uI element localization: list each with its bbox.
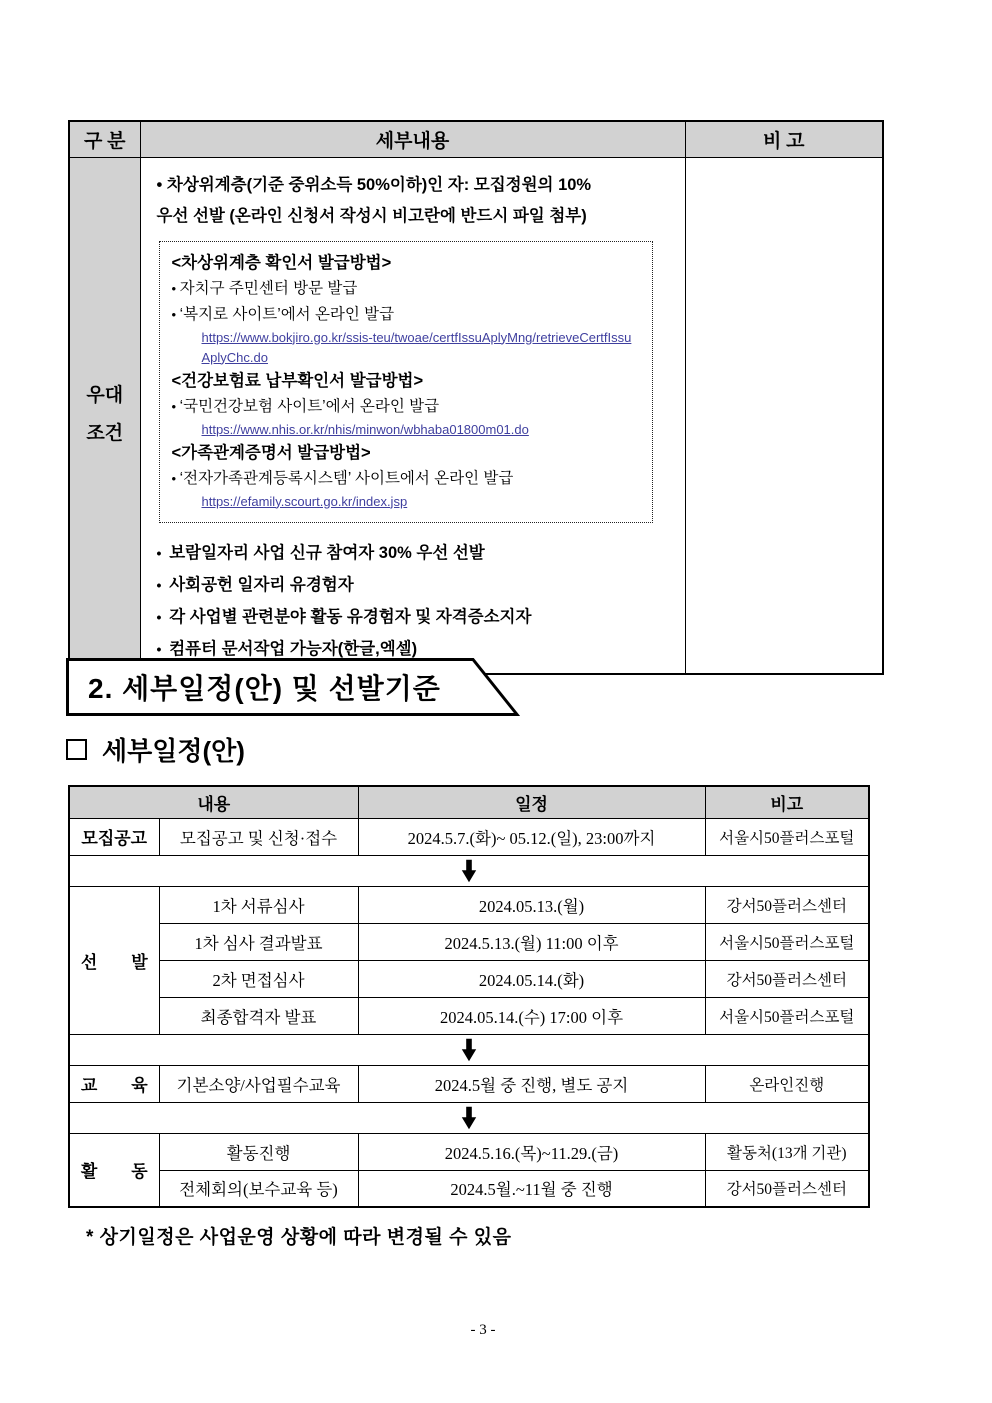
stage-content: 1차 서류심사 (159, 886, 358, 923)
schedule-row-selection (69, 997, 869, 1034)
arrow-row (69, 1034, 869, 1065)
preferred-conditions-table (68, 120, 884, 675)
stage-note: 서울시50플러스포털 (705, 997, 869, 1034)
header-content: 내용 (69, 786, 358, 818)
stage-content: 활동진행 (159, 1133, 358, 1170)
schedule-row-selection (69, 886, 869, 923)
schedule-row-selection (69, 923, 869, 960)
subheading-text: 세부일정(안) (102, 736, 245, 766)
stage-content: 모집공고 및 신청·접수 (159, 818, 358, 855)
issuance-info-box (159, 241, 653, 523)
nhis-link[interactable]: https://www.nhis.or.kr/nhis/minwon/wbhaba01800m01.do (201, 421, 529, 437)
efamily-link[interactable]: https://efamily.scourt.go.kr/index.jsp (201, 493, 408, 509)
schedule-header-row (69, 786, 869, 818)
row-label-line: 조건 (86, 423, 124, 444)
stage-note: 강서50플러스센터 (705, 960, 869, 997)
bokjiro-link[interactable]: https://www.bokjiro.go.kr/ssis-teu/twoae/certfIssuAplyMng/retrieveCertfIssuAplyChc.do (201, 329, 632, 365)
table-header-row (69, 121, 883, 157)
bottom-bullet-list (157, 537, 675, 665)
arrow-cell (69, 1102, 869, 1133)
hollow-square-icon (66, 739, 87, 760)
info-section-title: <차상위계층 확인서 발급방법> (171, 253, 392, 272)
section-title: 2. 세부일정(안) 및 선발기준 (88, 673, 441, 704)
table-body-row (69, 157, 883, 674)
schedule-table (68, 785, 870, 1208)
header-note: 비고 (705, 786, 869, 818)
row-label-line: 우대 (86, 385, 124, 406)
remarks-cell-empty (685, 157, 883, 674)
down-arrow-icon (461, 1038, 477, 1062)
bullet-item: • 각 사업별 관련분야 활동 유경험자 및 자격증소지자 (157, 601, 675, 633)
stage-date: 2024.05.14.(수) 17:00 이후 (358, 997, 705, 1034)
stage-label: 교 육 (69, 1065, 159, 1102)
stage-date: 2024.5월 중 진행, 별도 공지 (358, 1065, 705, 1102)
stage-date: 2024.5.7.(화)~ 05.12.(일), 23:00까지 (358, 818, 705, 855)
stage-note: 강서50플러스센터 (705, 886, 869, 923)
bullet-icon (157, 176, 167, 194)
stage-date: 2024.5.13.(월) 11:00 이후 (358, 923, 705, 960)
arrow-row (69, 855, 869, 886)
arrow-row (69, 1102, 869, 1133)
down-arrow-icon (461, 859, 477, 883)
page-number: - 3 - (470, 1322, 496, 1338)
header-category: 구 분 (69, 121, 140, 157)
stage-content: 2차 면접심사 (159, 960, 358, 997)
schedule-row-selection (69, 960, 869, 997)
arrow-cell (69, 855, 869, 886)
schedule-row-education (69, 1065, 869, 1102)
stage-label: 모집공고 (69, 818, 159, 855)
stage-content: 1차 심사 결과발표 (159, 923, 358, 960)
row-label-preferred-conditions (69, 157, 140, 674)
stage-content: 최종합격자 발표 (159, 997, 358, 1034)
header-details: 세부내용 (140, 121, 685, 157)
bullet-text: 차상위계층(기준 중위소득 50%이하)인 자: 모집정원의 10% (166, 175, 592, 194)
schedule-row-activity (69, 1133, 869, 1170)
arrow-cell (69, 1034, 869, 1065)
header-remarks: 비 고 (685, 121, 883, 157)
bullet-item: • 컴퓨터 문서작업 가능자(한글,엑셀) (157, 633, 675, 665)
stage-date: 2024.5월.~11월 중 진행 (358, 1170, 705, 1207)
subheading-detailed-schedule (66, 731, 245, 768)
schedule-row-activity (69, 1170, 869, 1207)
down-arrow-icon (461, 1106, 477, 1130)
bullet-item: • 보람일자리 사업 신규 참여자 30% 우선 선발 (157, 537, 675, 569)
schedule-change-footnote: * 상기일정은 사업운영 상황에 따라 변경될 수 있음 (86, 1227, 512, 1248)
schedule-row-recruit (69, 818, 869, 855)
stage-note: 활동처(13개 기관) (705, 1133, 869, 1170)
info-bullet: • ‘복지로 사이트’에서 온라인 발급 (172, 302, 640, 328)
stage-date: 2024.05.14.(화) (358, 960, 705, 997)
details-cell (140, 157, 685, 674)
stage-note: 서울시50플러스포털 (705, 818, 869, 855)
bullet-item-continuation: 우선 선발 (온라인 신청서 작성시 비고란에 반드시 파일 첨부) (156, 206, 587, 225)
info-section-title: <건강보험료 납부확인서 발급방법> (171, 371, 424, 390)
section-banner (66, 658, 520, 716)
stage-note: 온라인진행 (705, 1065, 869, 1102)
stage-content: 전체회의(보수교육 등) (159, 1170, 358, 1207)
stage-date: 2024.5.16.(목)~11.29.(금) (358, 1133, 705, 1170)
bullet-item: • 사회공헌 일자리 유경험자 (157, 569, 675, 601)
stage-note: 서울시50플러스포털 (705, 923, 869, 960)
info-bullet: • 자치구 주민센터 방문 발급 (172, 276, 640, 302)
header-date: 일정 (358, 786, 705, 818)
info-bullet: • ‘전자가족관계등록시스템’ 사이트에서 온라인 발급 (172, 466, 640, 492)
stage-label: 선 발 (69, 886, 159, 1034)
bullet-item (157, 170, 675, 201)
stage-content: 기본소양/사업필수교육 (159, 1065, 358, 1102)
stage-date: 2024.05.13.(월) (358, 886, 705, 923)
stage-note: 강서50플러스센터 (705, 1170, 869, 1207)
info-section-title: <가족관계증명서 발급방법> (171, 443, 371, 462)
info-bullet: • ‘국민건강보험 사이트’에서 온라인 발급 (172, 394, 640, 420)
stage-label: 활 동 (69, 1133, 159, 1207)
